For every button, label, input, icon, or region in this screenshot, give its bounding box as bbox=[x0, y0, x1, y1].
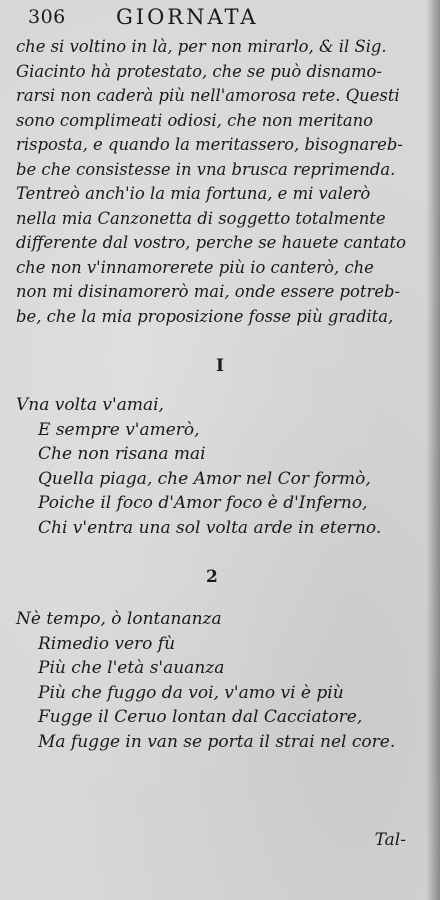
prose-line: nella mia Canzonetta di soggetto totalmente bbox=[16, 208, 386, 228]
verse-line: Vna volta v'amai, bbox=[16, 395, 164, 415]
verse-line: Più che l'età s'auanza bbox=[38, 658, 225, 678]
prose-line: che non v'innamorerete più io canterò, che bbox=[16, 257, 374, 277]
verse-line: Poiche il foco d'Amor foco è d'Inferno, bbox=[38, 493, 368, 513]
stanza-2 bbox=[16, 607, 436, 754]
verse-line: Quella piaga, che Amor nel Cor formò, bbox=[38, 468, 371, 489]
prose-line: be che consistesse in vna brusca reprimenda. bbox=[16, 159, 396, 179]
catchword: Tal- bbox=[374, 830, 406, 850]
stanza-numeral: I bbox=[216, 356, 224, 376]
verse-line: Ma fugge in van se porta il strai nel core. bbox=[38, 731, 396, 752]
stanza-1 bbox=[16, 393, 436, 540]
prose-line: risposta, e quando la meritassero, bisognareb- bbox=[16, 135, 403, 154]
prose-line: sono complimeati odiosi, che non meritano bbox=[16, 110, 374, 130]
page-number: 306 bbox=[28, 6, 66, 28]
page-header bbox=[28, 6, 418, 34]
verse-line: Fugge il Ceruo lontan dal Cacciatore, bbox=[38, 707, 363, 727]
running-head: GIORNATA bbox=[116, 5, 259, 29]
verse-line: Chi v'entra una sol volta arde in eterno. bbox=[38, 517, 382, 538]
verse-line: Rimedio vero fù bbox=[38, 633, 176, 654]
prose-line: Giacinto hà protestato, che se può disnamo- bbox=[16, 61, 382, 81]
prose-line: non mi disinamorerò mai, onde essere potreb- bbox=[16, 282, 401, 301]
prose-line: differente dal vostro, perche se hauete cantato bbox=[16, 233, 406, 252]
verse-line: Che non risana mai bbox=[38, 444, 206, 464]
verse-line: E sempre v'amerò, bbox=[38, 419, 200, 440]
prose-line: Tentreò anch'io la mia fortuna, e mi valerò bbox=[16, 184, 371, 203]
stanza-numeral: 2 bbox=[206, 567, 218, 587]
prose-line: rarsi non caderà più nell'amorosa rete. Questi bbox=[16, 86, 400, 105]
verse-line: Nè tempo, ò lontananza bbox=[16, 609, 222, 629]
prose-line: be, che la mia proposizione fosse più gradita, bbox=[16, 306, 394, 326]
verse-line: Più che fuggo da voi, v'amo vi è più bbox=[38, 682, 344, 703]
prose-line: che si voltino in là, per non mirarlo, & il Sig. bbox=[16, 37, 387, 56]
prose-paragraph bbox=[16, 35, 428, 329]
